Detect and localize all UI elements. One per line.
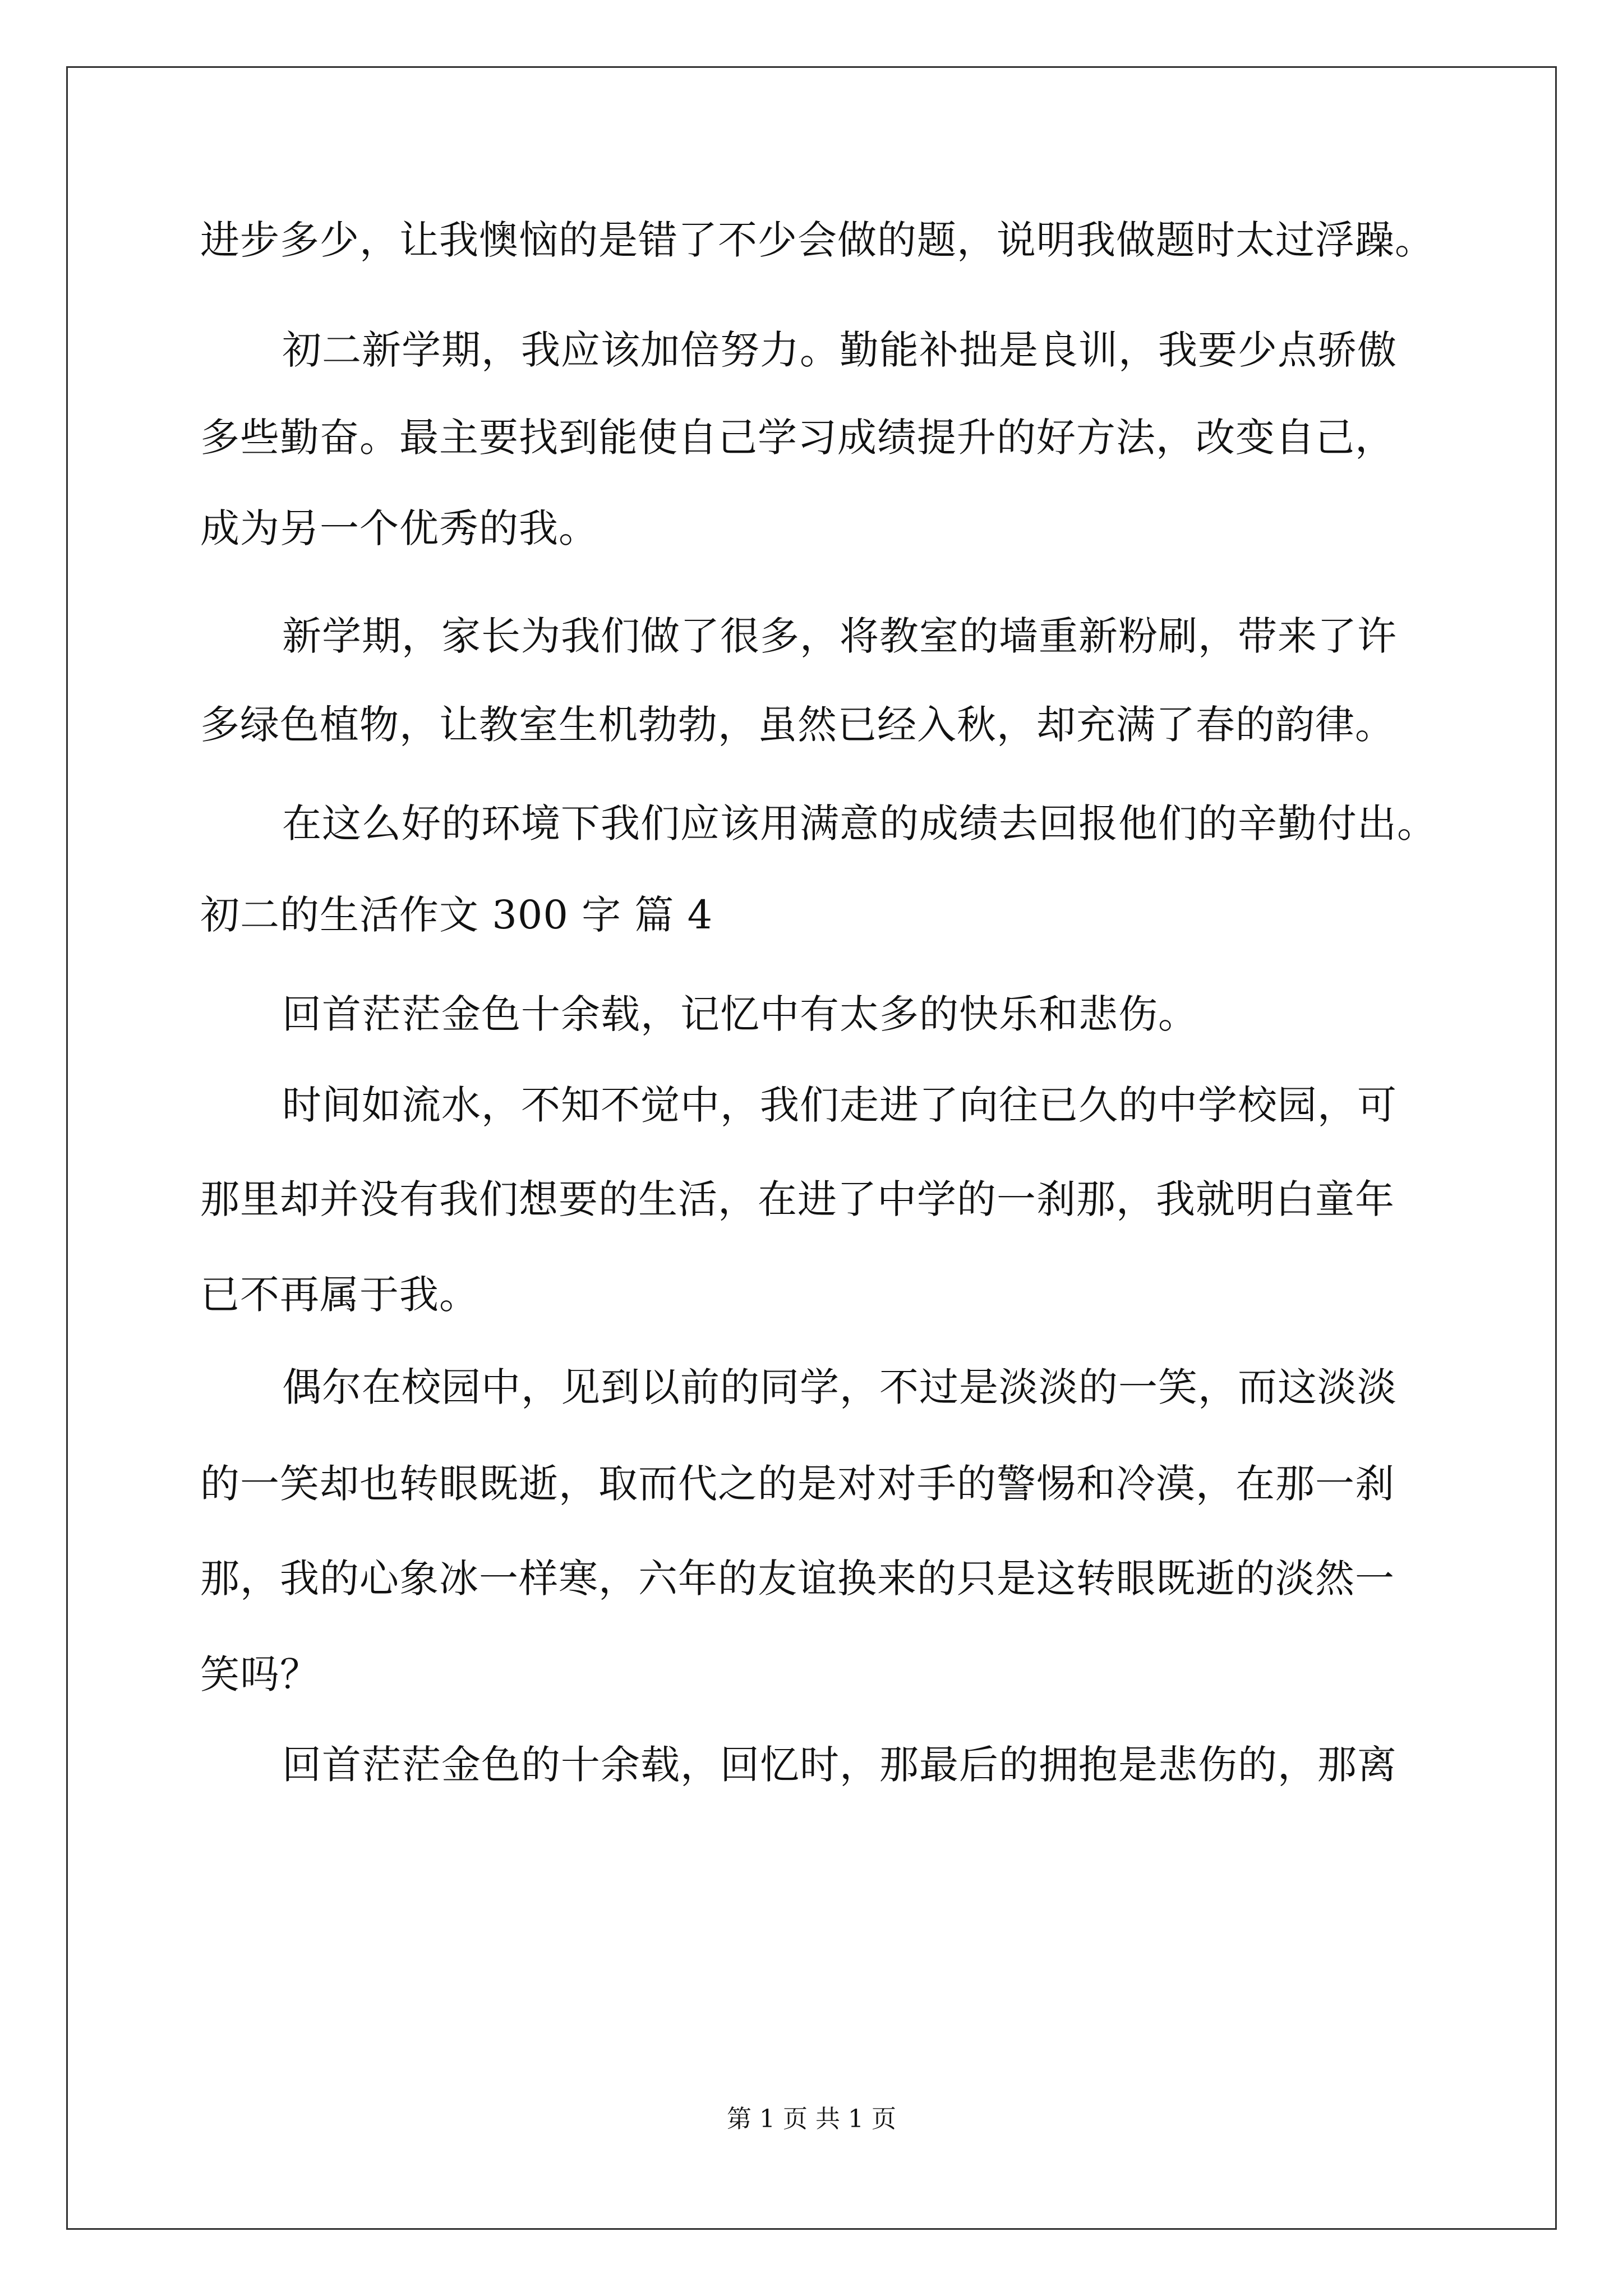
text-line: 那，我的心象冰一样寒，六年的友谊换来的只是这转眼既逝的淡然一: [200, 1556, 1395, 1602]
page-indicator: 第 1 页 共 1 页: [727, 2105, 896, 2133]
text-line: 进步多少，让我懊恼的是错了不少会做的题，说明我做题时太过浮躁。: [200, 217, 1435, 263]
paragraph-first-line: 新学期，家长为我们做了很多，将教室的墙重新粉刷，带来了许: [282, 613, 1397, 659]
paragraph-first-line: 偶尔在校园中，见到以前的同学，不过是淡淡的一笑，而这淡淡: [282, 1364, 1397, 1410]
text-line: 多绿色植物，让教室生机勃勃，虽然已经入秋，却充满了春的韵律。: [200, 702, 1395, 748]
text-line: 笑吗？: [200, 1651, 320, 1697]
paragraph-first-line: 初二新学期，我应该加倍努力。勤能补拙是良训，我要少点骄傲: [282, 327, 1397, 373]
paragraph-first-line: 时间如流水，不知不觉中，我们走进了向往已久的中学校园，可: [282, 1082, 1397, 1128]
text-line: 的一笑却也转眼既逝，取而代之的是对对手的警惕和冷漠，在那一刹: [200, 1461, 1395, 1507]
text-line: 已不再属于我。: [200, 1272, 479, 1318]
section-heading: 初二的生活作文 300 字 篇 4: [200, 892, 713, 938]
text-line: 成为另一个优秀的我。: [200, 505, 598, 551]
paragraph-first-line: 回首茫茫金色的十余载，回忆时，那最后的拥抱是悲伤的，那离: [282, 1742, 1397, 1788]
paragraph-first-line: 回首茫茫金色十余载，记忆中有太多的快乐和悲伤。: [282, 991, 1198, 1037]
text-line: 多些勤奋。最主要找到能使自己学习成绩提升的好方法，改变自己，: [200, 415, 1395, 461]
page-border: [66, 66, 1557, 2230]
paragraph-first-line: 在这么好的环境下我们应该用满意的成绩去回报他们的辛勤付出。: [282, 800, 1437, 846]
text-line: 那里却并没有我们想要的生活，在进了中学的一刹那，我就明白童年: [200, 1176, 1395, 1222]
